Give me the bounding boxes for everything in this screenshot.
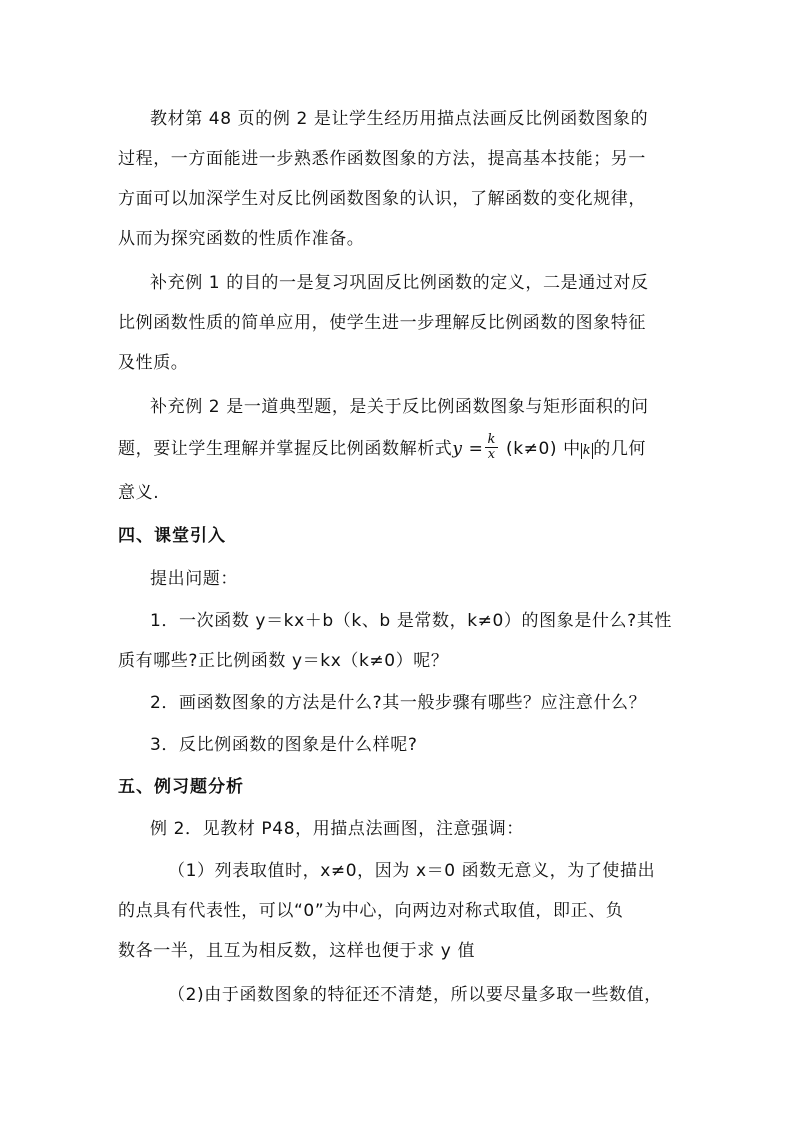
section5-item1-line1: （1）列表取值时，x≠0，因为 x＝0 函数无意义，为了使描出	[168, 861, 656, 881]
para2-line1: 补充例 1 的目的一是复习巩固反比例函数的定义，二是通过对反	[150, 273, 649, 293]
para1-line3: 方面可以加深学生对反比例函数图象的认识，了解函数的变化规律，	[118, 189, 646, 209]
section4-lead: 提出问题：	[150, 569, 238, 589]
para1-line4: 从而为探究函数的性质作准备。	[118, 229, 365, 249]
para3-line2-tail: 的几何	[593, 439, 647, 459]
section4-q1-line2: 质有哪些?正比例函数 y＝kx（k≠0）呢？	[118, 651, 449, 671]
formula-denominator: x	[487, 446, 496, 462]
abs-k: k	[582, 443, 592, 458]
formula-numerator: k	[487, 431, 496, 447]
section5-title: 五、例习题分析	[118, 777, 244, 797]
section4-q2: 2．画函数图象的方法是什么?其一般步骤有哪些？应注意什么？	[150, 693, 647, 713]
para3-line1: 补充例 2 是一道典型题，是关于反比例函数图象与矩形面积的问	[150, 397, 649, 417]
para2-line2: 比例函数性质的简单应用，使学生进一步理解反比例函数的图象特征	[118, 313, 646, 333]
formula-condition: (k≠0) 中	[505, 439, 581, 459]
para1-line1: 教材第 48 页的例 2 是让学生经历用描点法画反比例函数图象的	[150, 109, 649, 129]
para1-line2: 过程，一方面能进一步熟悉作函数图象的方法，提高基本技能；另一	[118, 149, 646, 169]
para3-line2	[118, 431, 688, 464]
para2-line3: 及性质。	[118, 353, 189, 373]
para3-line2-text: 题，要让学生理解并掌握反比例函数解析式	[118, 439, 453, 459]
para3-line3: 意义.	[118, 483, 160, 503]
section4-q3: 3．反比例函数的图象是什么样呢?	[150, 735, 418, 755]
section5-item2-line1: （2)由于函数图象的特征还不清楚，所以要尽量多取一些数值，	[168, 985, 662, 1005]
formula-fraction	[485, 433, 497, 462]
section5-lead: 例 2．见教材 P48，用描点法画图，注意强调：	[150, 819, 524, 839]
section5-item1-line2: 的点具有代表性，可以“0”为中心，向两边对称式取值，即正、负	[118, 901, 624, 921]
formula-lhs: y =	[452, 439, 484, 459]
section5-item1-line3: 数各一半，且互为相反数，这样也便于求 y 值	[118, 941, 476, 961]
section4-title: 四、课堂引入	[118, 526, 226, 546]
section4-q1-line1: 1．一次函数 y＝kx＋b（k、b 是常数，k≠0）的图象是什么?其性	[150, 611, 672, 631]
